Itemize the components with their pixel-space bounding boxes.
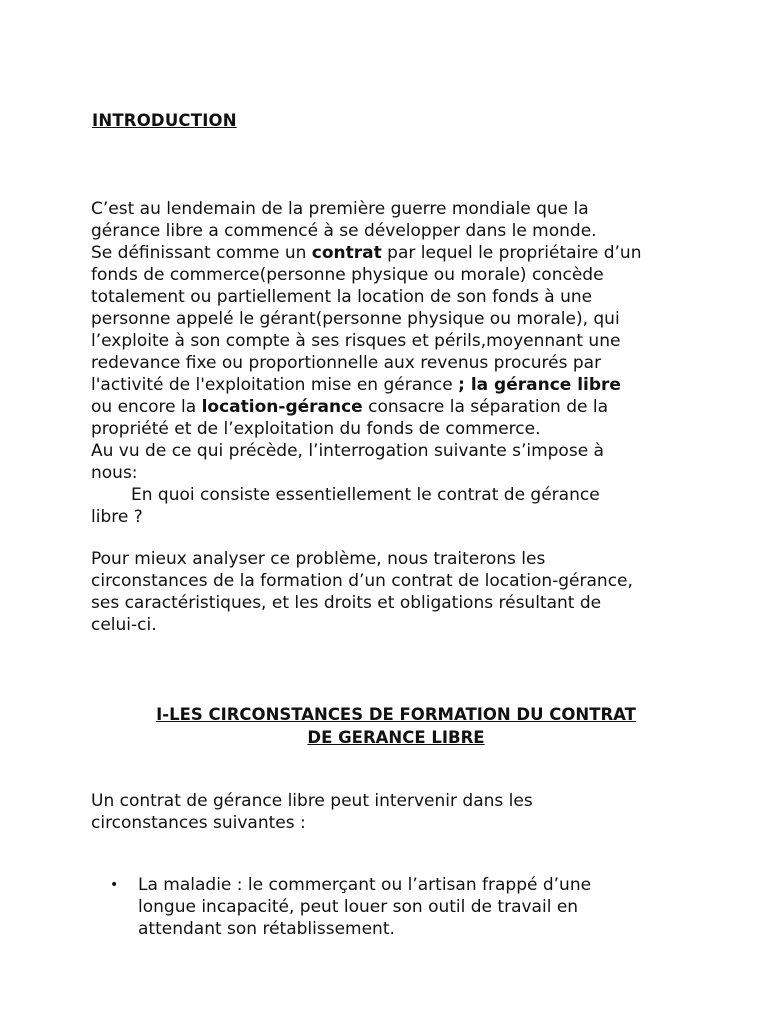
section-heading-line: I-LES CIRCONSTANCES DE FORMATION DU CONTRAT [156, 705, 636, 724]
text-line [91, 396, 691, 418]
text-line [91, 374, 691, 396]
text-run: ou encore la [91, 397, 202, 417]
bullet-icon: • [110, 877, 119, 893]
bold-term: ; la gérance libre [458, 375, 621, 395]
bold-term: location-gérance [201, 397, 363, 417]
text-line: redevance fixe ou proportionnelle aux revenus procurés par [91, 353, 602, 373]
text-run: l'activité de l'exploitation mise en gérance [91, 375, 459, 395]
text-run: consacre la séparation de la [362, 397, 608, 417]
text-line [91, 242, 691, 264]
text-line: Un contrat de gérance libre peut intervenir dans les [91, 791, 533, 811]
section-heading-line: DE GERANCE LIBRE [307, 728, 485, 747]
text-line: Pour mieux analyser ce problème, nous traiterons les [91, 549, 546, 569]
question-line: En quoi consiste essentiellement le contrat de gérance [131, 485, 600, 505]
bold-term: contrat [311, 243, 382, 263]
text-line: circonstances de la formation d’un contrat de location-gérance, [91, 571, 633, 591]
text-line: nous: [91, 463, 138, 483]
text-line: C’est au lendemain de la première guerre mondiale que la [91, 199, 589, 219]
intro-paragraph [91, 198, 691, 528]
section-heading [96, 703, 696, 749]
text-line: celui-ci. [91, 615, 157, 635]
text-line: longue incapacité, peut louer son outil de travail en [138, 897, 579, 917]
text-line: libre ? [91, 507, 143, 527]
text-line: Au vu de ce qui précède, l’interrogation suivante s’impose à [91, 441, 604, 461]
analysis-paragraph [91, 548, 691, 636]
page-title: INTRODUCTION [92, 111, 237, 130]
section-intro-paragraph [91, 790, 691, 834]
text-line: fonds de commerce(personne physique ou morale) concède [91, 265, 604, 285]
text-line: attendant son rétablissement. [138, 919, 395, 939]
text-line: personne appelé le gérant(personne physique ou morale), qui [91, 309, 620, 329]
text-line: l’exploite à son compte à ses risques et périls,moyennant une [91, 331, 621, 351]
list-item-text [138, 874, 698, 940]
text-line: ses caractéristiques, et les droits et obligations résultant de [91, 593, 602, 613]
text-line: propriété et de l’exploitation du fonds de commerce. [91, 419, 541, 439]
text-line: gérance libre a commencé à se développer dans le monde. [91, 221, 597, 241]
text-line: La maladie : le commerçant ou l’artisan frappé d’une [138, 875, 592, 895]
text-line: totalement ou partiellement la location de son fonds à une [91, 287, 593, 307]
text-line: circonstances suivantes : [91, 813, 306, 833]
text-run: par lequel le propriétaire d’un [381, 243, 642, 263]
text-run: Se définissant comme un [91, 243, 312, 263]
